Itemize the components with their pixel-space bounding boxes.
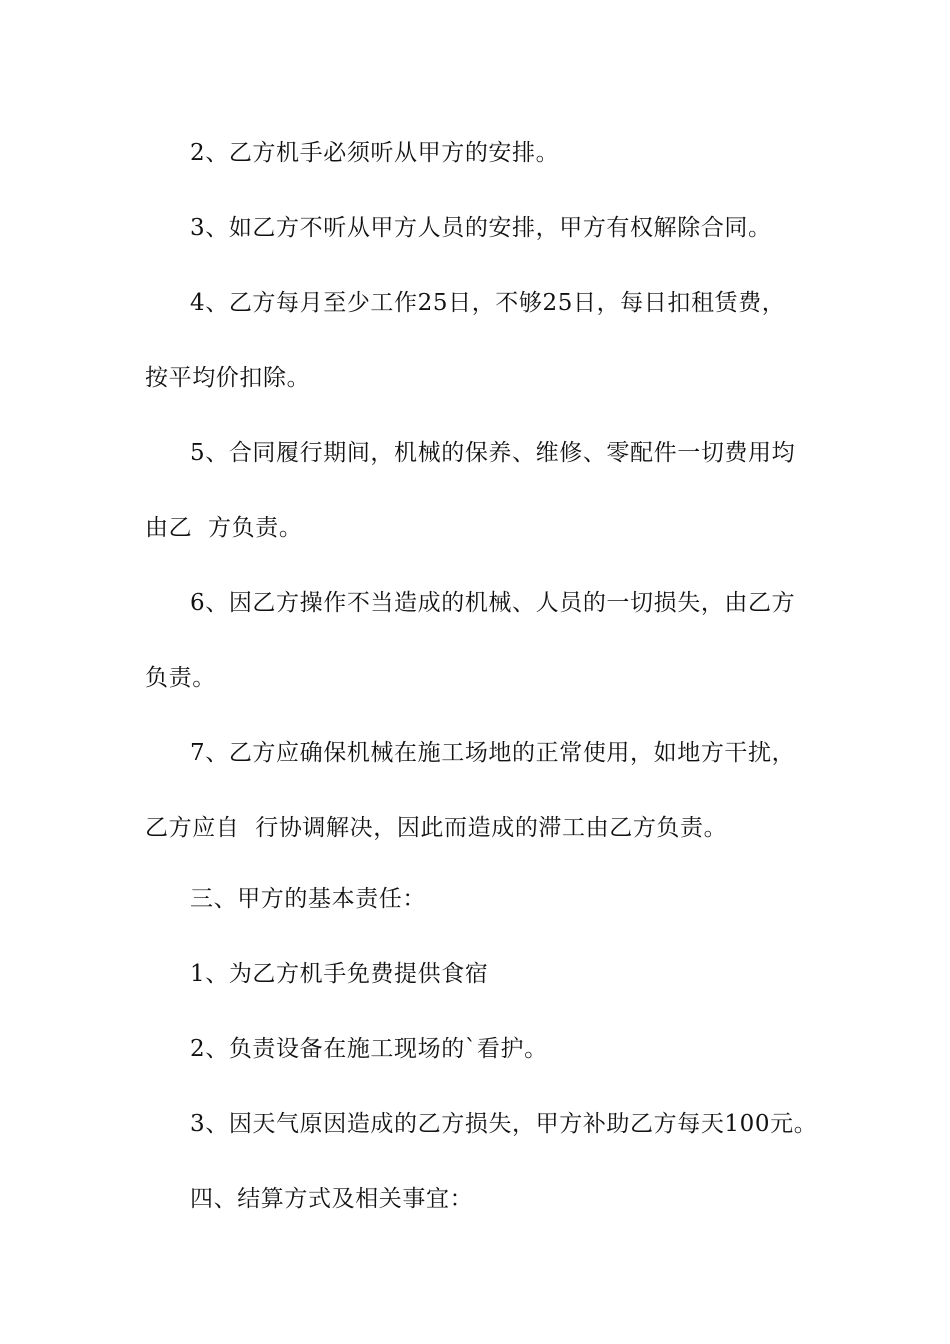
clause-continuation-line: 负责。 — [145, 665, 216, 691]
clause-line: 1、为乙方机手免费提供食宿 — [190, 961, 489, 987]
clause-line: 7、乙方应确保机械在施工场地的正常使用，如地方干扰， — [190, 740, 796, 766]
clause-continuation-line: 乙方应自 行协调解决，因此而造成的滞工由乙方负责。 — [145, 815, 728, 841]
clause-continuation-line: 由乙 方负责。 — [145, 515, 303, 541]
clause-line: 5、合同履行期间，机械的保养、维修、零配件一切费用均 — [190, 440, 796, 466]
clause-line: 3、如乙方不听从甲方人员的安排，甲方有权解除合同。 — [190, 215, 772, 241]
section-heading: 三、甲方的基本责任： — [190, 886, 426, 912]
clause-line: 2、负责设备在施工现场的`看护。 — [190, 1036, 548, 1062]
clause-line: 4、乙方每月至少工作25日，不够25日，每日扣租赁费， — [190, 290, 786, 316]
clause-continuation-line: 按平均价扣除。 — [145, 365, 311, 391]
section-heading: 四、结算方式及相关事宜： — [190, 1186, 474, 1212]
clause-line: 2、乙方机手必须听从甲方的安排。 — [190, 140, 560, 166]
clause-line: 3、因天气原因造成的乙方损失，甲方补助乙方每天100元。 — [190, 1111, 818, 1137]
clause-line: 6、因乙方操作不当造成的机械、人员的一切损失，由乙方 — [190, 590, 796, 616]
